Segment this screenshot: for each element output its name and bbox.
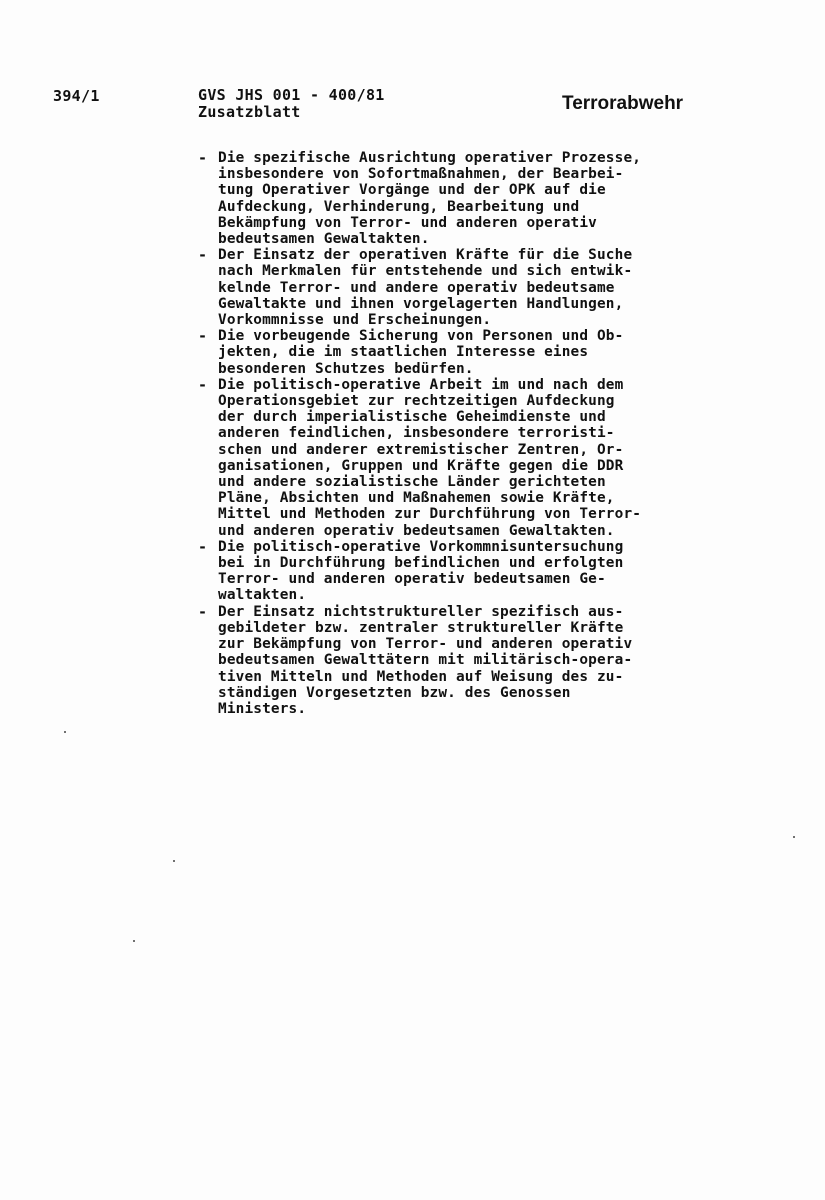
task-list	[198, 150, 718, 717]
text-line: Mittel und Methoden zur Durchführung von Terror-	[218, 506, 642, 523]
text-line: zur Bekämpfung von Terror- und anderen operativ	[218, 636, 633, 653]
text-line: bedeutsamen Gewalttätern mit militärisch-opera-	[218, 652, 633, 669]
text-line: Terror- und anderen operativ bedeutsamen Ge-	[218, 571, 606, 588]
text-line: jekten, die im staatlichen Interesse eines	[218, 344, 589, 361]
text-line: bedeutsamen Gewaltakten.	[218, 231, 430, 248]
document-reference	[198, 87, 385, 121]
scan-speck	[173, 860, 175, 862]
text-line: bei in Durchführung befindlichen und erfolgten	[218, 555, 624, 572]
task-list-item	[198, 150, 718, 247]
text-line: Vorkommnisse und Erscheinungen.	[218, 312, 492, 329]
document-reference-subtitle: Zusatzblatt	[198, 103, 301, 121]
bullet-dash: -	[198, 602, 208, 621]
text-line: Ministers.	[218, 700, 307, 717]
text-line: kelnde Terror- und andere operativ bedeutsame	[218, 279, 615, 296]
task-list-item-text	[218, 150, 718, 247]
text-line: tiven Mitteln und Methoden auf Weisung des zu-	[218, 668, 624, 685]
text-line: Bekämpfung von Terror- und anderen operativ	[218, 214, 597, 231]
scan-speck	[793, 836, 795, 838]
text-line: tung Operativer Vorgänge und der OPK auf die	[218, 182, 606, 199]
text-line: anderen feindlichen, insbesondere terroristi-	[218, 425, 615, 442]
scan-speck	[133, 940, 135, 942]
bullet-dash: -	[198, 537, 208, 556]
task-list-item-text	[218, 604, 718, 717]
bullet-dash: -	[198, 246, 208, 265]
text-line: ganisationen, Gruppen und Kräfte gegen die DDR	[218, 457, 624, 474]
task-list-item	[198, 247, 718, 328]
text-line: Der Einsatz nichtstruktureller spezifisch aus-	[218, 603, 624, 620]
task-list-item-text	[218, 247, 718, 328]
text-line: der durch imperialistische Geheimdienste und	[218, 409, 606, 426]
text-line: Der Einsatz der operativen Kräfte für die Suche	[218, 247, 633, 264]
text-line: Operationsgebiet zur rechtzeitigen Aufdeckung	[218, 393, 615, 410]
text-line: Die politisch-operative Arbeit im und nach dem	[218, 376, 624, 393]
text-line: nach Merkmalen für entstehende und sich entwik-	[218, 263, 633, 280]
text-line: und andere sozialistische Länder gerichteten	[218, 474, 606, 491]
task-list-item-text	[218, 377, 718, 539]
task-list-item	[198, 377, 718, 539]
task-list-item	[198, 328, 718, 377]
text-line: Gewaltakte und ihnen vorgelagerten Handlungen,	[218, 295, 624, 312]
text-line: Aufdeckung, Verhinderung, Bearbeitung und	[218, 198, 580, 215]
text-line: ständigen Vorgesetzten bzw. des Genossen	[218, 684, 571, 701]
document-reference-code: GVS JHS 001 - 400/81	[198, 86, 385, 104]
bullet-dash: -	[198, 327, 208, 346]
text-line: Die spezifische Ausrichtung operativer Prozesse,	[218, 150, 642, 166]
bullet-dash: -	[198, 149, 208, 167]
task-list-item	[198, 604, 718, 717]
text-line: Die vorbeugende Sicherung von Personen und Ob-	[218, 328, 624, 345]
text-line: Pläne, Absichten und Maßnahemen sowie Kräfte,	[218, 490, 615, 507]
text-line: waltakten.	[218, 587, 307, 604]
task-list-item-text	[218, 328, 718, 377]
text-line: schen und anderer extremistischer Zentren, Or-	[218, 441, 624, 458]
task-list-item-text	[218, 539, 718, 604]
page-number: 394/1	[53, 87, 100, 105]
bullet-dash: -	[198, 375, 208, 394]
text-line: gebildeter bzw. zentraler struktureller Kräfte	[218, 619, 624, 636]
text-line: und anderen operativ bedeutsamen Gewaltakten.	[218, 522, 615, 539]
scan-speck	[64, 731, 66, 733]
text-line: besonderen Schutzes bedürfen.	[218, 360, 474, 377]
task-list-item	[198, 539, 718, 604]
text-line: Die politisch-operative Vorkommnisuntersuchung	[218, 538, 624, 555]
text-line: insbesondere von Sofortmaßnahmen, der Bearbei-	[218, 166, 624, 183]
section-title: Terrorabwehr	[562, 93, 684, 114]
